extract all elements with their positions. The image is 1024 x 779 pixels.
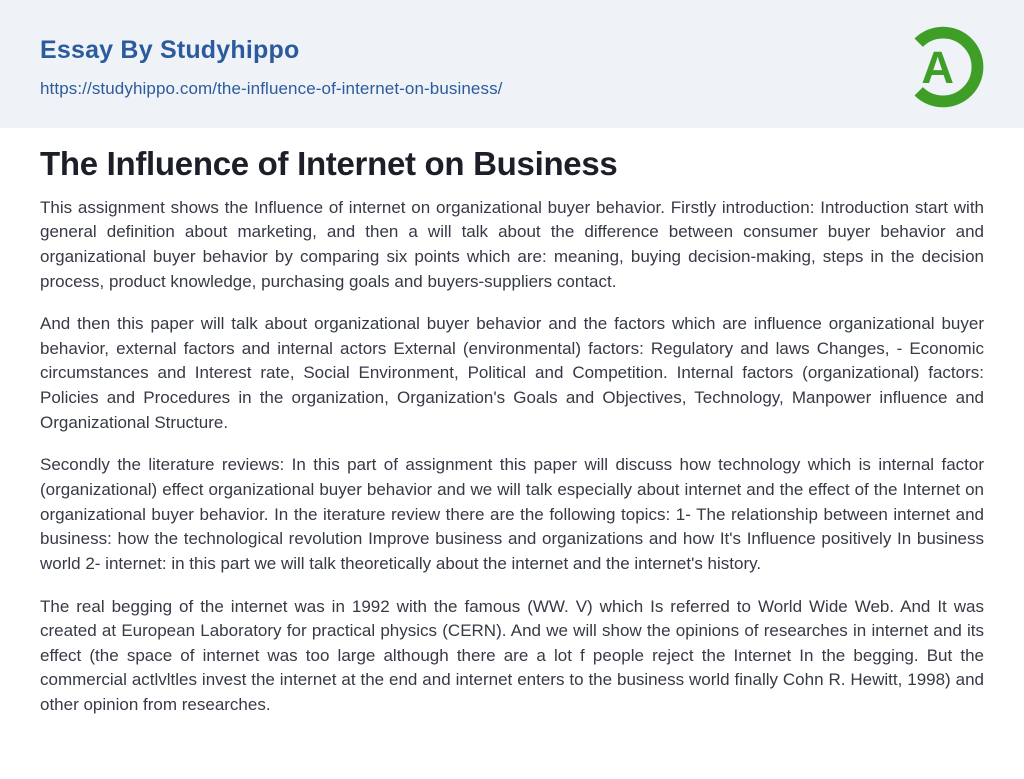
studyhippo-logo[interactable] xyxy=(900,24,986,110)
essay-paragraph-1: This assignment shows the Influence of internet on organizational buyer behavior. Firstly introduction: Introduction start with general definition about marketing, and then a will talk about the difference between consumer buyer behavior and organizational buyer behavior by comparing six points which are: meaning, buying decision-making, steps in the decision process, product knowledge, purchasing goals and buyers-suppliers contact. xyxy=(40,197,984,291)
essay-paragraph-3: Secondly the literature reviews: In this part of assignment this paper will discuss how technology which is internal factor (organizational) effect organizational buyer behavior and we will talk especially about internet and the effect of the Internet on organizational buyer behavior. In the iterature review there are the following topics: 1- The relationship between internet and business: how the technological revolution Improve business and organizations and how It's Influence positively In business world 2- internet: in this part we will talk theoretically about the internet and the internet's history. xyxy=(40,455,984,573)
header-text-block xyxy=(40,35,503,99)
site-title: Essay By Studyhippo xyxy=(40,36,300,64)
essay-content xyxy=(0,128,1024,718)
essay-paragraph-4: The real begging of the internet was in 1992 with the famous (WW. V) which Is referred to World Wide Web. And It was created at European Laboratory for practical physics (CERN). And we will show the opinions of researches in internet and its effect (the space of internet was too large although there are a lot f people reject the Internet In the begging. But the commercial actlvltles invest the internet at the end and internet enters to the business world finally Cohn R. Hewitt, 1998) and other opinion from researches. xyxy=(40,596,984,715)
logo-arc-icon xyxy=(900,24,986,110)
page-header xyxy=(0,0,1024,128)
essay-title: The Influence of Internet on Business xyxy=(40,145,618,182)
essay-url-link[interactable]: https://studyhippo.com/the-influence-of-internet-on-business/ xyxy=(40,79,503,98)
logo-letter: A xyxy=(921,42,954,94)
essay-paragraph-2: And then this paper will talk about organizational buyer behavior and the factors which are influence organizational buyer behavior, external factors and internal actors External (environmental) factors: Regulatory and laws Changes, - Economic circumstances and Interest rate, Social Environment, Political and Competition. Internal factors (organizational) factors: Policies and Procedures in the organization, Organization's Goals and Objectives, Technology, Manpower influence and Organizational Structure. xyxy=(40,314,984,432)
